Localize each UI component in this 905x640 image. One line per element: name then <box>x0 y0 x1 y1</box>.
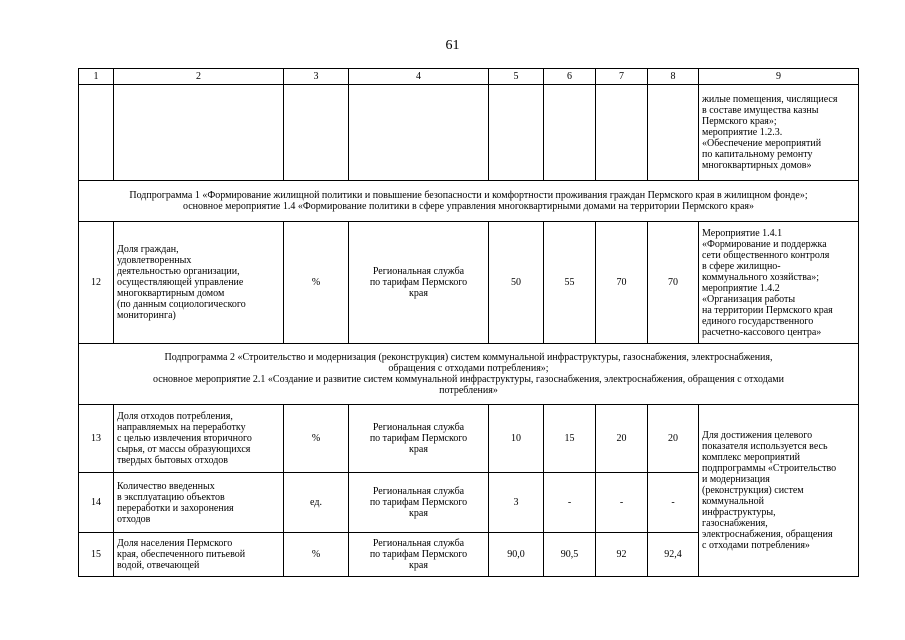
value-col8: 20 <box>648 405 699 473</box>
unit: % <box>284 222 349 344</box>
row-number: 12 <box>79 222 114 344</box>
column-number: 7 <box>596 69 648 85</box>
value-col7: - <box>596 473 648 533</box>
subprogram-1-title: Подпрограмма 1 «Формирование жилищной политики и повышение безопасности и комфортности проживания граждан Пермского края в жилищном фонде»; основное мероприятие 1.4 «Формирование политики в сфере управления многоквартирными домами на территории Пермского края» <box>79 181 859 222</box>
indicator-name: Доля отходов потребления, направляемых на переработку с целью извлечения вторичного сырья, от массы образующихся твердых бытовых отходов <box>114 405 284 473</box>
row-number: 13 <box>79 405 114 473</box>
row-number: 14 <box>79 473 114 533</box>
data-source: Региональная служба по тарифам Пермского края <box>349 222 489 344</box>
continuation-measures: жилые помещения, числящиеся в составе имущества казны Пермского края»; мероприятие 1.2.3. «Обеспечение мероприятий по капитальному ремонту многоквартирных домов» <box>699 85 859 181</box>
column-number: 4 <box>349 69 489 85</box>
column-number: 8 <box>648 69 699 85</box>
value-col6: - <box>544 473 596 533</box>
value-col5: 50 <box>489 222 544 344</box>
related-measures: Для достижения целевого показателя используется весь комплекс мероприятий подпрограммы «Строительство и модернизация (реконструкция) систем коммунальной инфраструктуры, газоснабжения, электроснабжения, обращения с отходами потребления» <box>699 405 859 577</box>
data-source: Региональная служба по тарифам Пермского края <box>349 533 489 577</box>
value-col5: 10 <box>489 405 544 473</box>
data-source: Региональная служба по тарифам Пермского края <box>349 405 489 473</box>
indicator-name: Доля населения Пермского края, обеспеченного питьевой водой, отвечающей <box>114 533 284 577</box>
column-number: 1 <box>79 69 114 85</box>
value-col8: 70 <box>648 222 699 344</box>
section-header-2 <box>79 344 859 405</box>
value-col5: 90,0 <box>489 533 544 577</box>
value-col8: - <box>648 473 699 533</box>
value-col6: 15 <box>544 405 596 473</box>
column-number: 3 <box>284 69 349 85</box>
indicator-name: Доля граждан, удовлетворенных деятельностью организации, осуществляющей управление многоквартирным домом (по данным социологического мониторинга) <box>114 222 284 344</box>
column-number: 6 <box>544 69 596 85</box>
continuation-row <box>79 85 859 181</box>
column-number: 2 <box>114 69 284 85</box>
column-number: 9 <box>699 69 859 85</box>
value-col7: 92 <box>596 533 648 577</box>
page-number: 61 <box>445 38 460 53</box>
data-source: Региональная служба по тарифам Пермского края <box>349 473 489 533</box>
value-col7: 20 <box>596 405 648 473</box>
unit: % <box>284 405 349 473</box>
value-col5: 3 <box>489 473 544 533</box>
indicators-table <box>78 68 859 577</box>
unit: ед. <box>284 473 349 533</box>
unit: % <box>284 533 349 577</box>
value-col6: 90,5 <box>544 533 596 577</box>
indicator-name: Количество введенных в эксплуатацию объектов переработки и захоронения отходов <box>114 473 284 533</box>
row-number: 15 <box>79 533 114 577</box>
value-col6: 55 <box>544 222 596 344</box>
table-row <box>79 222 859 344</box>
value-col7: 70 <box>596 222 648 344</box>
related-measures: Мероприятие 1.4.1 «Формирование и поддержка сети общественного контроля в сфере жилищно- коммунального хозяйства»; мероприятие 1.4.2 «Организация работы на территории Пермского края единого государственного расчетно-кассового центра» <box>699 222 859 344</box>
section-header-1 <box>79 181 859 222</box>
table-row <box>79 405 859 473</box>
value-col8: 92,4 <box>648 533 699 577</box>
column-number-row <box>79 69 859 85</box>
column-number: 5 <box>489 69 544 85</box>
subprogram-2-title: Подпрограмма 2 «Строительство и модернизация (реконструкция) систем коммунальной инфраструктуры, газоснабжения, электроснабжения, обращения с отходами потребления»; основное мероприятие 2.1 «Создание и развитие систем коммунальной инфраструктуры, газоснабжения, электроснабжения, обращения с отходами потребления» <box>79 344 859 405</box>
